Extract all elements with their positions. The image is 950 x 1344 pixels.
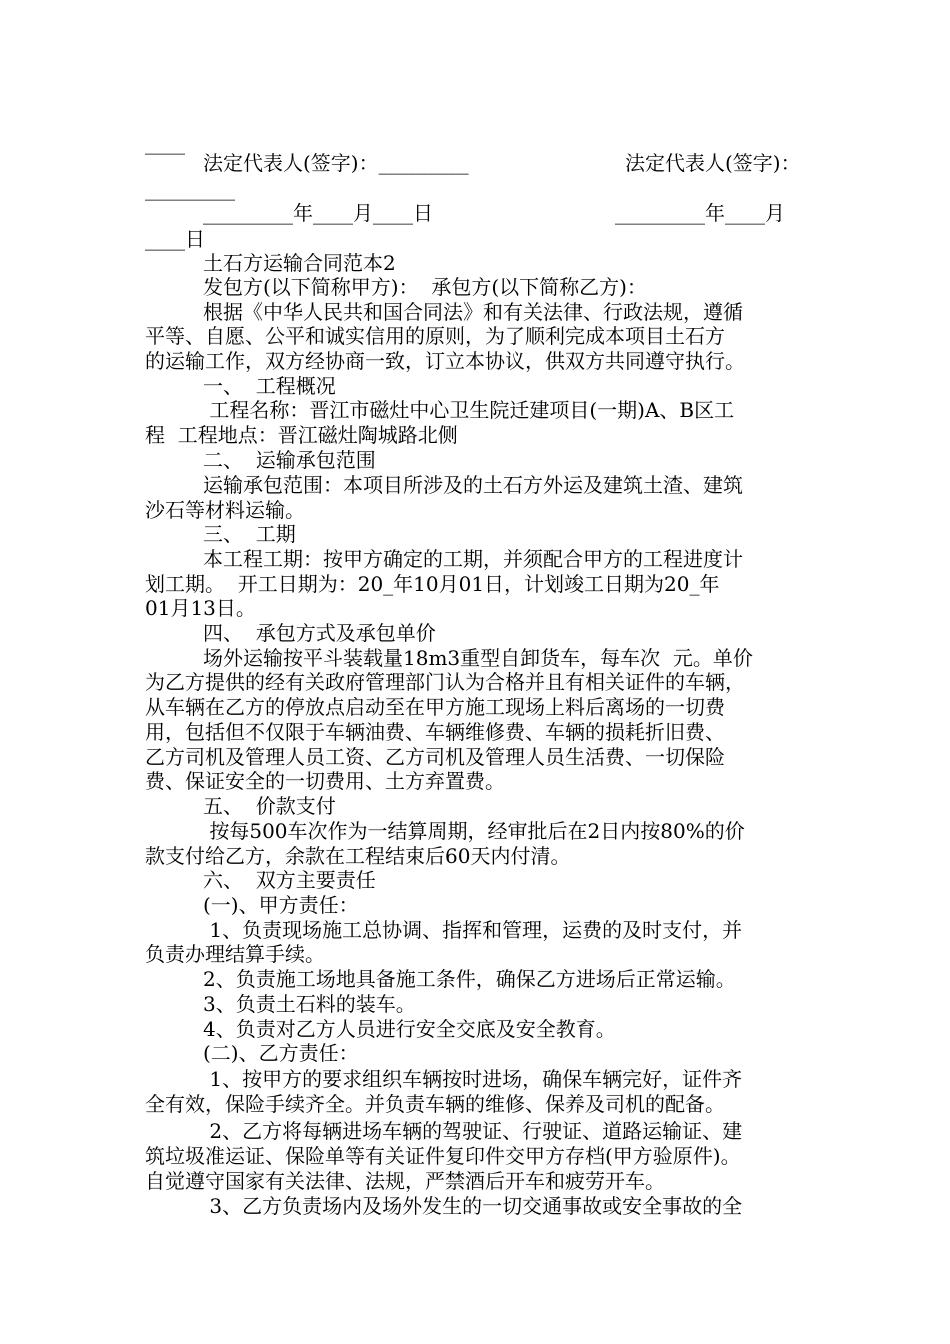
section-heading: 五、 价款支付 (203, 794, 336, 818)
body-line: 按每500车次作为一结算周期，经审批后在2日内按80%的价 (203, 819, 745, 843)
body-line: 程 工程地点：晋江磁灶陶城路北侧 (145, 423, 458, 447)
body-line: 根据《中华人民共和国合同法》和有关法律、行政法规，遵循 (203, 300, 743, 324)
parties-line: 发包方(以下简称甲方)： 承包方(以下简称乙方)： (203, 275, 647, 299)
section-heading: 一、 工程概况 (203, 374, 336, 398)
body-line: 用，包括但不仅限于车辆油费、车辆维修费、车辆的损耗折旧费、 (145, 720, 725, 744)
body-line: 筑垃圾准运证、保险单等有关证件复印件交甲方存档(甲方验原件)。 (145, 1144, 741, 1168)
date-right-cont: ____日 (145, 227, 205, 251)
section-heading: 二、 运输承包范围 (203, 448, 376, 472)
body-line: 2、负责施工场地具备施工条件，确保乙方进场后正常运输。 (203, 967, 736, 991)
body-line: 全有效，保险手续齐全。并负责车辆的维修、保养及司机的配备。 (145, 1092, 725, 1116)
body-line: 乙方司机及管理人员工资、乙方司机及管理人员生活费、一切保险 (145, 745, 725, 769)
body-line: 为乙方提供的经有关政府管理部门认为合格并且有相关证件的车辆， (145, 670, 745, 694)
date-right: _________年____月 (615, 201, 785, 225)
body-line: 1、按甲方的要求组织车辆按时进场，确保车辆完好，证件齐 (203, 1067, 743, 1091)
sub-heading: (二)、乙方责任： (203, 1041, 359, 1065)
body-line: 费、保证安全的一切费用、土方弃置费。 (145, 769, 505, 793)
body-line: 1、负责现场施工总协调、指挥和管理，运费的及时支付，并 (203, 918, 743, 942)
body-line: 工程名称：晋江市磁灶中心卫生院迁建项目(一期)A、B区工 (203, 398, 735, 422)
body-line: 从车辆在乙方的停放点启动至在甲方施工现场上料后离场的一切费 (145, 695, 725, 719)
body-line: 2、乙方将每辆进场车辆的驾驶证、行驶证、道路运输证、建 (203, 1119, 743, 1143)
legal-rep-signature-right-cont: _________ (145, 177, 235, 201)
contract-title: 土石方运输合同范本2 (203, 251, 396, 275)
section-heading: 六、 双方主要责任 (203, 868, 376, 892)
body-line: 本工程工期：按甲方确定的工期，并须配合甲方的工程进度计 (203, 547, 743, 571)
body-line: 划工期。 开工日期为：20_年10月01日，计划竣工日期为20_年 (145, 572, 720, 596)
body-line: 的运输工作，双方经协商一致，订立本协议，供双方共同遵守执行。 (145, 349, 745, 373)
section-heading: 三、 工期 (203, 522, 296, 546)
legal-rep-signature-right: 法定代表人(签字)： (625, 151, 801, 175)
body-line: 平等、自愿、公平和诚实信用的原则，为了顺利完成本项目土石方 (145, 324, 725, 348)
body-line: 自觉遵守国家有关法律、法规，严禁酒后开车和疲劳开车。 (145, 1169, 665, 1193)
body-line: 4、负责对乙方人员进行安全交底及安全教育。 (203, 1017, 616, 1041)
top-blank-rule: ____ (145, 131, 185, 155)
body-line: 运输承包范围：本项目所涉及的土石方外运及建筑土渣、建筑 (203, 473, 743, 497)
body-line: 沙石等材料运输。 (145, 498, 305, 522)
body-line: 场外运输按平斗装载量18m3重型自卸货车，每车次 元。单价 (203, 646, 753, 670)
body-line: 01月13日。 (145, 596, 256, 620)
section-heading: 四、 承包方式及承包单价 (203, 621, 436, 645)
body-line: 负责办理结算手续。 (145, 942, 325, 966)
date-left: _________年____月____日 (203, 201, 433, 225)
body-line: 款支付给乙方，余款在工程结束后60天内付清。 (145, 844, 571, 868)
legal-rep-signature-left: 法定代表人(签字)：_________ (203, 151, 469, 175)
body-line: 3、乙方负责场内及场外发生的一切交通事故或安全事故的全 (203, 1194, 743, 1218)
sub-heading: (一)、甲方责任： (203, 893, 359, 917)
body-line: 3、负责土石料的装车。 (203, 992, 416, 1016)
